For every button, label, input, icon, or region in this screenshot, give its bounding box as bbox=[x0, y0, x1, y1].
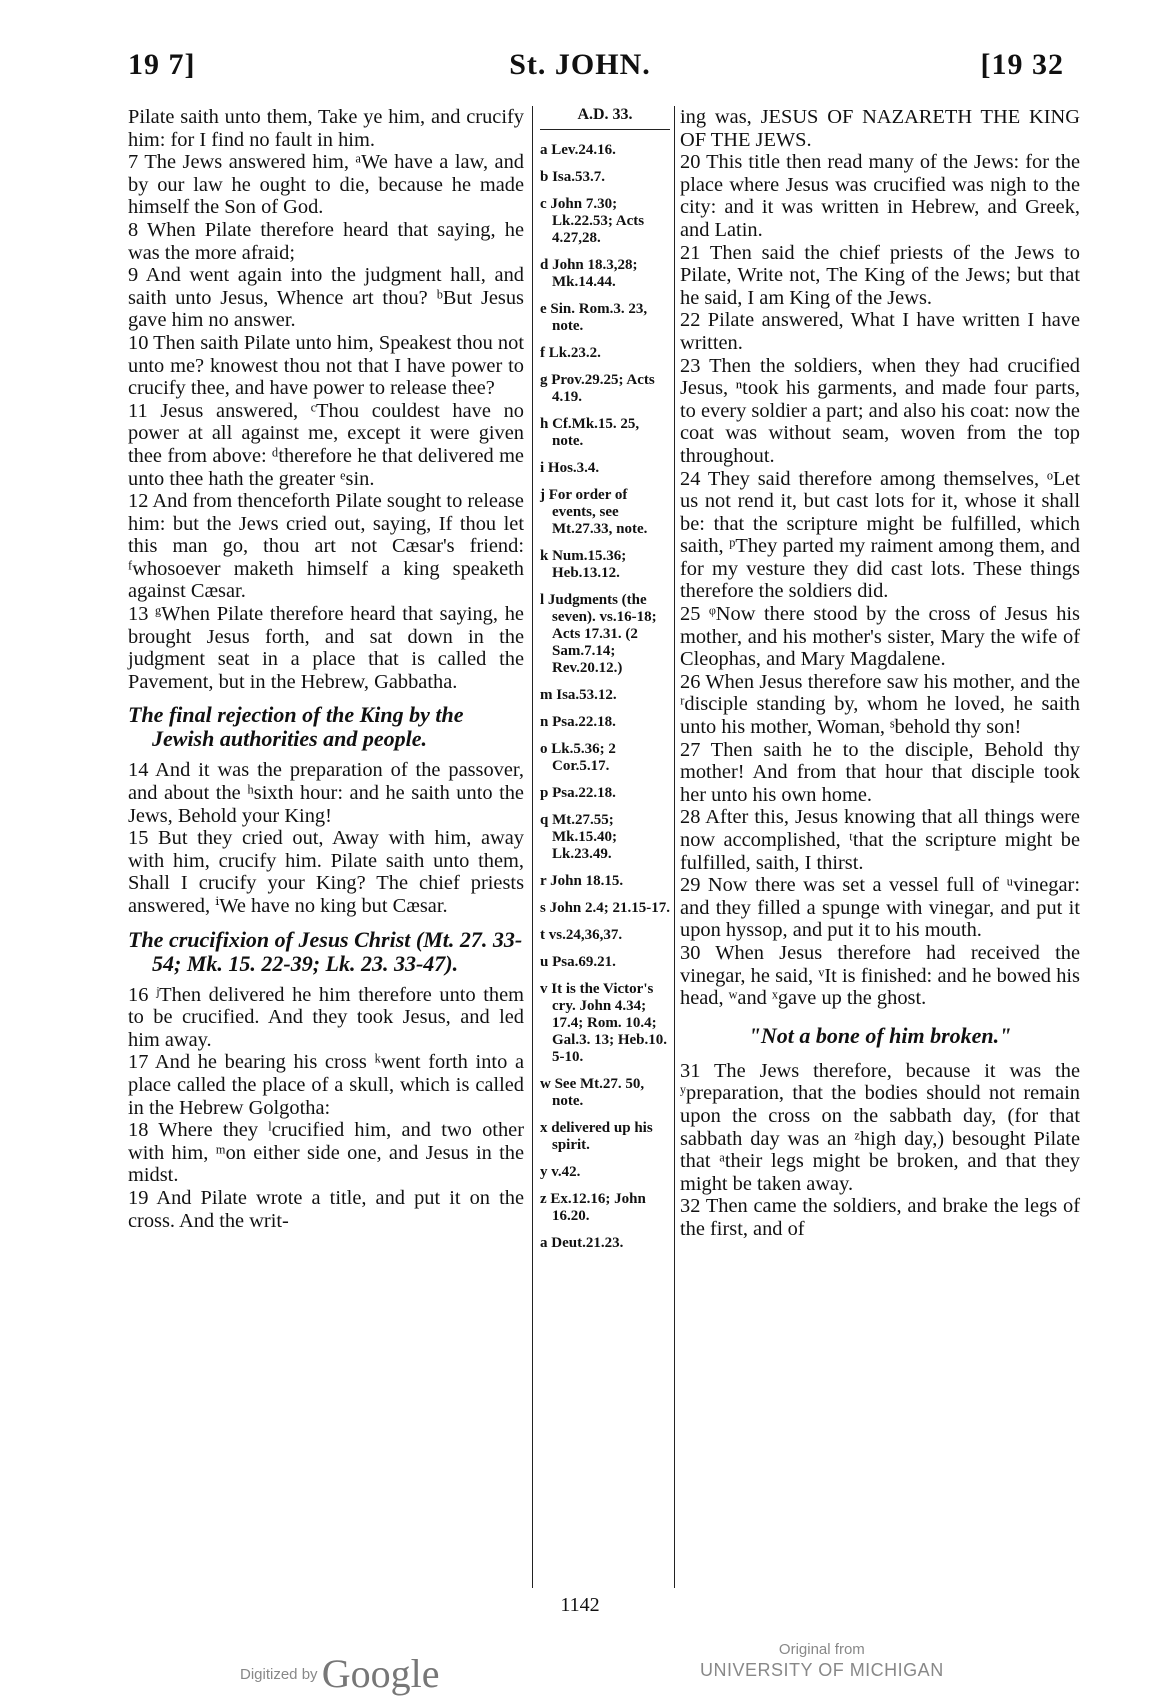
verse-paragraph: 13 ᵍWhen Pilate therefore heard that saying, he brought Jesus forth, and sat down in the judgment seat in a place that is called the Pavement, but in the Hebrew, Gabbatha. bbox=[128, 603, 524, 693]
margin-reference: e Sin. Rom.3. 23, note. bbox=[540, 301, 648, 334]
verse-paragraph: 17 And he bearing his cross ᵏwent forth into a place called the place of a skull, which is called in the Hebrew Golgotha: bbox=[128, 1051, 524, 1119]
verse-paragraph: 7 The Jews answered him, ᵃWe have a law, and by our law he ought to die, because he made himself the Son of God. bbox=[128, 151, 524, 219]
margin-reference: x delivered up his spirit. bbox=[540, 1120, 653, 1153]
section-heading: The crucifixion of Jesus Christ (Mt. 27. 33-54; Mk. 15. 22-39; Lk. 23. 33-47). bbox=[128, 926, 523, 976]
header-book-title: St. JOHN. bbox=[509, 48, 651, 81]
margin-reference: g Prov.29.25; Acts 4.19. bbox=[540, 372, 655, 405]
verse-paragraph: 16 ʲThen delivered he him therefore unto them to be crucified. And they took Jesus, and led him away. bbox=[128, 983, 524, 1051]
header-chapter-range-left: 19 7] bbox=[128, 48, 196, 81]
margin-reference: a Deut.21.23. bbox=[540, 1235, 624, 1251]
verse-paragraph: 10 Then saith Pilate unto him, Speakest thou not unto me? knowest thou not that I have power to crucify thee, and have power to release thee? bbox=[128, 331, 524, 400]
original-from-label: Original from bbox=[778, 1641, 865, 1658]
margin-reference: j For order of events, see Mt.27.33, note. bbox=[540, 487, 648, 537]
margin-date: A.D. 33. bbox=[540, 106, 670, 130]
margin-reference: o Lk.5.36; 2 Cor.5.17. bbox=[540, 741, 616, 774]
digitized-label: Digitized by bbox=[240, 1666, 318, 1683]
verse-paragraph: 19 And Pilate wrote a title, and put it on the cross. And the writ- bbox=[128, 1186, 524, 1232]
verse-paragraph: 9 And went again into the judgment hall, and saith unto Jesus, Whence art thou? ᵇBut Jesus gave him no answer. bbox=[128, 264, 524, 332]
margin-reference: l Judgments (the seven). vs.16-18; Acts 17.31. (2 Sam.7.14; Rev.20.12.) bbox=[540, 592, 657, 676]
margin-reference: u Psa.69.21. bbox=[540, 954, 616, 970]
margin-reference: b Isa.53.7. bbox=[540, 169, 606, 185]
verse-paragraph: 31 The Jews therefore, because it was the ʸpreparation, that the bodies should not remain upon the cross on the sabbath day, (for that sabbath day was an ᶻhigh day,) besought Pilate that ᵃtheir legs might be broken, and that they might be taken away. bbox=[680, 1059, 1080, 1195]
header-chapter-range-right: [19 32 bbox=[980, 48, 1064, 81]
google-logo: Google bbox=[321, 1651, 440, 1696]
margin-reference: f Lk.23.2. bbox=[540, 345, 601, 361]
margin-reference: k Num.15.36; Heb.13.12. bbox=[540, 548, 627, 581]
verse-paragraph: 20 This title then read many of the Jews: for the place where Jesus was crucified was nigh to the city: and it was written in Hebrew, and Greek, and Latin. bbox=[680, 151, 1080, 241]
verse-paragraph: ing was, JESUS OF NAZARETH THE KING OF THE JEWS. bbox=[680, 106, 1080, 151]
margin-reference: d John 18.3,28; Mk.14.44. bbox=[540, 257, 638, 290]
verse-paragraph: 21 Then said the chief priests of the Jews to Pilate, Write not, The King of the Jews; but that he said, I am King of the Jews. bbox=[680, 241, 1080, 309]
margin-reference: p Psa.22.18. bbox=[540, 785, 616, 801]
verse-paragraph: 15 But they cried out, Away with him, away with him, crucify him. Pilate saith unto them, Shall I crucify your King? The chief priests answered, ⁱWe have no king but Cæsar. bbox=[128, 827, 524, 917]
verse-paragraph: 30 When Jesus therefore had received the vinegar, he said, ᵛIt is finished: and he bowed his head, ʷand ˣgave up the ghost. bbox=[680, 941, 1080, 1010]
margin-reference: c John 7.30; Lk.22.53; Acts 4.27,28. bbox=[540, 196, 645, 246]
margin-reference: y v.42. bbox=[540, 1164, 581, 1180]
verse-paragraph: 29 Now there was set a vessel full of ᵘvinegar: and they filled a spunge with vinegar, and put it upon hyssop, and put it to his mouth. bbox=[680, 874, 1080, 942]
verse-paragraph: 25 ᵠNow there stood by the cross of Jesus his mother, and his mother's sister, Mary the wife of Cleophas, and Mary Magdalene. bbox=[680, 603, 1080, 671]
verse-paragraph: 12 And from thenceforth Pilate sought to release him: but the Jews cried out, saying, If thou let this man go, thou art not Cæsar's friend: ᶠwhosoever maketh himself a king speaketh against Cæsar. bbox=[128, 490, 524, 603]
right-text-column bbox=[680, 106, 1080, 1241]
margin-reference: i Hos.3.4. bbox=[540, 460, 600, 476]
source-attribution bbox=[700, 1640, 944, 1680]
verse-paragraph: 26 When Jesus therefore saw his mother, and the ʳdisciple standing by, whom he loved, he saith unto his mother, Woman, ˢbehold thy son! bbox=[680, 670, 1080, 739]
verse-paragraph: 8 When Pilate therefore heard that saying, he was the more afraid; bbox=[128, 218, 524, 264]
margin-reference: v It is the Victor's cry. John 4.34; 17.4; Rom. 10.4; Gal.3. 13; Heb.10. 5-10. bbox=[540, 981, 667, 1065]
digitized-by-watermark bbox=[240, 1650, 439, 1697]
verse-paragraph: 23 Then the soldiers, when they had crucified Jesus, ⁿtook his garments, and made four parts, to every soldier a part; and also his coat: now the coat was without seam, woven from the top throughout. bbox=[680, 354, 1080, 467]
section-heading: "Not a bone of him broken." bbox=[748, 1022, 1012, 1048]
margin-reference: s John 2.4; 21.15-17. bbox=[540, 900, 671, 916]
verse-paragraph: 18 Where they ˡcrucified him, and two other with him, ᵐon either side one, and Jesus in the midst. bbox=[128, 1119, 524, 1187]
margin-reference: z Ex.12.16; John 16.20. bbox=[540, 1191, 646, 1224]
verse-paragraph: 11 Jesus answered, ᶜThou couldest have no power at all against me, except it were given thee from above: ᵈtherefore he that delivered me unto thee hath the greater ᵉsin. bbox=[128, 399, 524, 490]
page-number: 1142 bbox=[560, 1594, 600, 1616]
margin-reference: t vs.24,36,37. bbox=[540, 927, 623, 943]
verse-paragraph: 27 Then saith he to the disciple, Behold thy mother! And from that hour that disciple took her unto his own home. bbox=[680, 738, 1080, 806]
section-heading: The final rejection of the King by the Jewish authorities and people. bbox=[128, 702, 464, 752]
margin-reference: w See Mt.27. 50, note. bbox=[540, 1076, 645, 1109]
left-text-column bbox=[128, 106, 524, 1232]
margin-reference: r John 18.15. bbox=[540, 873, 624, 889]
column-divider-left bbox=[532, 106, 533, 1588]
verse-paragraph: Pilate saith unto them, Take ye him, and crucify him: for I find no fault in him. bbox=[128, 106, 524, 151]
margin-reference: a Lev.24.16. bbox=[540, 142, 616, 158]
verse-paragraph: 22 Pilate answered, What I have written I have written. bbox=[680, 309, 1080, 354]
verse-paragraph: 24 They said therefore among themselves, ᵒLet us not rend it, but cast lots for it, whose it shall be: that the scripture might be fulfilled, which saith, ᵖThey parted my raiment among them, and for my vesture they did cast lots. These things therefore the soldiers did. bbox=[680, 467, 1080, 603]
column-divider-right bbox=[674, 106, 675, 1588]
margin-reference: q Mt.27.55; Mk.15.40; Lk.23.49. bbox=[540, 812, 617, 862]
verse-paragraph: 14 And it was the preparation of the passover, and about the ʰsixth hour: and he saith unto the Jews, Behold your King! bbox=[128, 759, 524, 827]
margin-reference: n Psa.22.18. bbox=[540, 714, 616, 730]
margin-references-column bbox=[540, 106, 670, 1262]
university-label: UNIVERSITY OF MICHIGAN bbox=[700, 1660, 944, 1680]
verse-paragraph: 32 Then came the soldiers, and brake the legs of the first, and of bbox=[680, 1195, 1080, 1240]
margin-reference: m Isa.53.12. bbox=[540, 687, 617, 703]
verse-paragraph: 28 After this, Jesus knowing that all things were now accomplished, ᵗthat the scripture might be fulfilled, saith, I thirst. bbox=[680, 806, 1080, 874]
margin-reference: h Cf.Mk.15. 25, note. bbox=[540, 416, 640, 449]
